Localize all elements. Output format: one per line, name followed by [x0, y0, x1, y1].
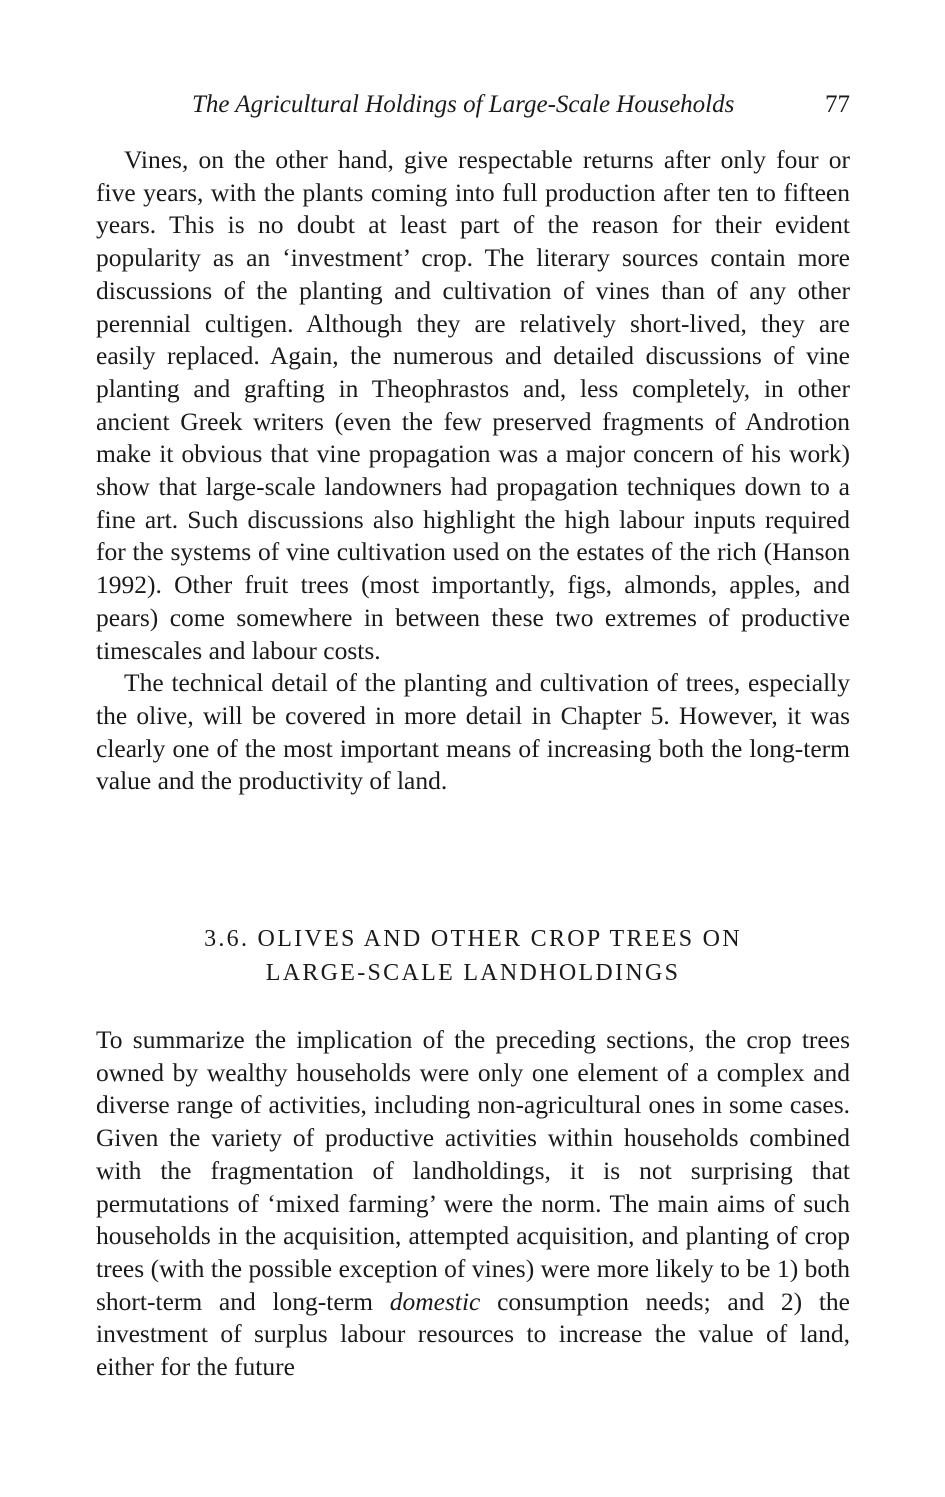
- summary-text-end: consumption needs; and 2) the investment of surplus labour resources to increase the value of land, either for the future: [96, 1286, 850, 1382]
- paragraph-vines: Vines, on the other hand, give respectable returns after only four or five years, with the plants coming into full production after ten to fifteen years. This is no doubt at least part of the reason for their evident popularity as an ‘investment’ crop. The literary sources contain more discussions of the planting and cultivation of vines than of any other perennial cultigen. Although they are relatively short-lived, they are easily replaced. Again, the numerous and detailed discussions of vine planting and grafting in Theophrastos and, less completely, in other ancient Greek writers (even the few preserved fragments of Androtion make it obvious that vine propagation was a major concern of his work) show that large-scale landowners had propagation techniques down to a fine art. Such discussions also highlight the high labour inputs required for the systems of vine cultivation used on the estates of the rich (Hanson 1992). Other fruit trees (most importantly, figs, almonds, apples, and pears) come somewhere in between these two extremes of productive timescales and labour costs.: [96, 145, 850, 665]
- body-text-bottom: [96, 1024, 850, 1384]
- page-number: 77: [825, 91, 850, 118]
- summary-italic-word: domestic: [389, 1286, 481, 1316]
- section-heading: [96, 922, 850, 990]
- section-heading-line-2: LARGE-SCALE LANDHOLDINGS: [265, 960, 681, 986]
- running-title: The Agricultural Holdings of Large-Scale Households: [192, 91, 735, 118]
- section-heading-line-1: 3.6. OLIVES AND OTHER CROP TREES ON: [204, 926, 742, 952]
- paragraph-summary: [96, 1024, 850, 1384]
- body-text-top: [96, 144, 850, 798]
- summary-text-start: To summarize the implication of the preceding sections, the crop trees owned by wealthy households were only one element of a complex and diverse range of activities, including non-agricultural ones in some cases. Given the variety of productive activities within households combined with the fragmentation of landholdings, it is not surprising that permutations of ‘mixed farming’ were the norm. The main aims of such households in the acquisition, attempted acquisition, and planting of crop trees (with the possible exception of vines) were more likely to be 1) both short-term and long-term: [96, 1025, 850, 1316]
- running-head: [96, 88, 850, 122]
- paragraph-technical-detail: The technical detail of the planting and cultivation of trees, especially the olive, will be covered in more detail in Chapter 5. However, it was clearly one of the most important means of increasing both the long-term value and the productivity of land.: [96, 668, 850, 796]
